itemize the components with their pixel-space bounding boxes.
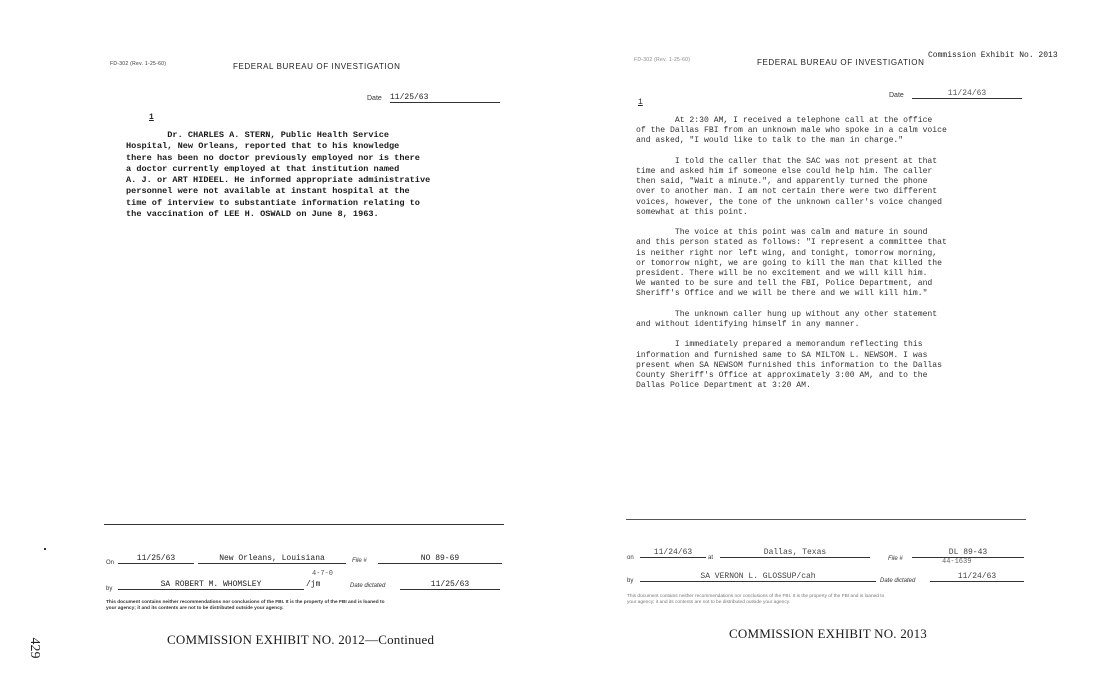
right-file-no-2: 44-1639 [942,558,972,566]
body-line: The voice at this point was calm and mature in sound [636,228,928,238]
body-line: We wanted to be sure and tell the FBI, Police Department, and [636,279,933,289]
body-line: present when SA NEWSOM furnished this information to the Dallas [636,360,942,370]
left-by-label: by [106,586,113,592]
body-line: I immediately prepared a memorandum reflecting this [636,340,923,350]
body-line: and this person stated as follows: "I represent a committee that [636,238,947,248]
disclaimer-line: your agency; it and its contents are not to be distributed outside your agency. [627,600,791,605]
right-footer-rule [626,519,1026,520]
left-disclaimer [106,600,385,612]
left-on-date: 11/25/63 [118,554,194,564]
body-line: Dallas Police Department at 3:20 AM. [636,381,811,391]
margin-dot [44,548,46,550]
right-page-mark: 1 [638,98,643,107]
left-page-mark: 1 [149,113,154,122]
left-agency-header: FEDERAL BUREAU OF INVESTIGATION [233,62,401,71]
body-line: there has been no doctor previously employed nor is there [126,152,420,163]
body-line: County Sheriff's Office at approximately 3:00 AM, and to the [636,371,928,381]
left-agent-suffix: /jm [306,580,321,589]
body-line: A. J. or ART HIDEEL. He informed appropriate administrative [126,175,431,186]
body-line: At 2:30 AM, I received a telephone call at the office [636,116,933,125]
left-on-label: On [106,560,115,566]
body-line [636,300,947,310]
right-dictated-label: Date dictated [880,578,916,584]
body-line: I told the caller that the SAC was not present at that [636,156,938,166]
right-date-label: Date [889,92,904,99]
disclaimer-line: This document contains neither recommendations nor conclusions of the FBI. It is the property of the FBI and is loaned to [106,600,385,605]
body-line: information and furnished same to SA MILTON L. NEWSOM. I was [636,350,928,360]
body-line: is neither right nor left wing, and tonight, tomorrow morning, [636,248,938,258]
body-line [636,147,947,157]
left-date-value: 11/25/63 [390,93,500,103]
right-date-value: 11/24/63 [912,89,1022,99]
right-body [636,116,947,391]
body-line: personnel were not available at instant hospital at the [126,186,410,197]
right-by-label: by [627,578,634,584]
body-line: voices, however, the tone of the unknown caller's voice changed [636,197,942,207]
disclaimer-line: your agency; it and its contents are not to be distributed outside your agency. [106,606,284,611]
page-number [22,636,46,660]
right-exhibit-note: Commission Exhibit No. 2013 [928,51,1058,60]
left-agent: SA ROBERT M. WHOMSLEY [118,580,304,590]
body-line: time of interview to substantiate information relating to [126,197,420,208]
right-agent: SA VERNON L. GLOSSUP/cah [640,572,876,582]
body-line: a doctor currently employed at that institution named [126,163,400,174]
left-footer-rule [104,524,504,525]
body-line: president. There will be no excitement and we will kill him. [636,269,928,279]
right-caption: COMMISSION EXHIBIT NO. 2013 [729,626,928,641]
left-body [126,130,430,220]
right-agency-header: FEDERAL BUREAU OF INVESTIGATION [757,58,925,67]
body-line: the vaccination of LEE H. OSWALD on June 8, 1963. [126,209,379,220]
body-line: The unknown caller hung up without any other statement [636,309,938,319]
body-line: and asked, "I would like to talk to the man in charge." [636,136,904,146]
body-line: somewhat at this point. [636,207,748,217]
body-line: and without identifying himself in any manner. [636,320,860,330]
right-file-label: File # [888,556,903,562]
body-line: of the Dallas FBI from an unknown male who spoke in a calm voice [636,126,947,136]
right-on-label: on [627,555,634,561]
left-file-label: File # [352,558,367,564]
right-file-no: DL 89-43 [912,548,1024,558]
left-place: New Orleans, Louisiana [198,554,346,564]
right-on-date: 11/24/63 [640,548,706,558]
disclaimer-line: This document contains neither recommendations nor conclusions of the FBI. It is the property of the FBI and is loaned to [627,594,885,599]
left-dictated-label: Date dictated [350,583,386,589]
left-dictated-date: 11/25/63 [400,580,500,590]
body-line [636,330,947,340]
body-line: then said, "Wait a minute.", and apparently turned the phone [636,177,928,187]
right-form-code: FD-302 (Rev. 1-25-60) [634,57,691,63]
left-caption: COMMISSION EXHIBIT NO. 2012—Continued [167,632,435,647]
body-line: Sheriff's Office and we will be there and we will kill him." [636,289,928,299]
left-file-no: NO 89-69 [378,554,502,564]
left-handwritten-note: 4-7-0 [312,570,334,578]
body-line [636,218,947,228]
body-line: time and asked him if someone else could help him. The caller [636,167,933,177]
right-disclaimer [627,594,884,606]
left-form-code: FD-302 (Rev. 1-25-60) [110,61,167,67]
right-place: Dallas, Texas [720,548,870,558]
page-number-text: 429 [27,637,42,659]
right-dictated-date: 11/24/63 [930,572,1024,582]
body-line: over to another man. I am not certain there were two different [636,187,938,197]
left-date-label: Date [367,95,382,102]
right-at-label: at [708,555,714,561]
body-line: Hospital, New Orleans, reported that to his knowledge [126,141,400,152]
body-line: Dr. CHARLES A. STERN, Public Health Service [126,130,390,140]
body-line: or tomorrow night, we are going to kill the man that killed the [636,258,942,268]
